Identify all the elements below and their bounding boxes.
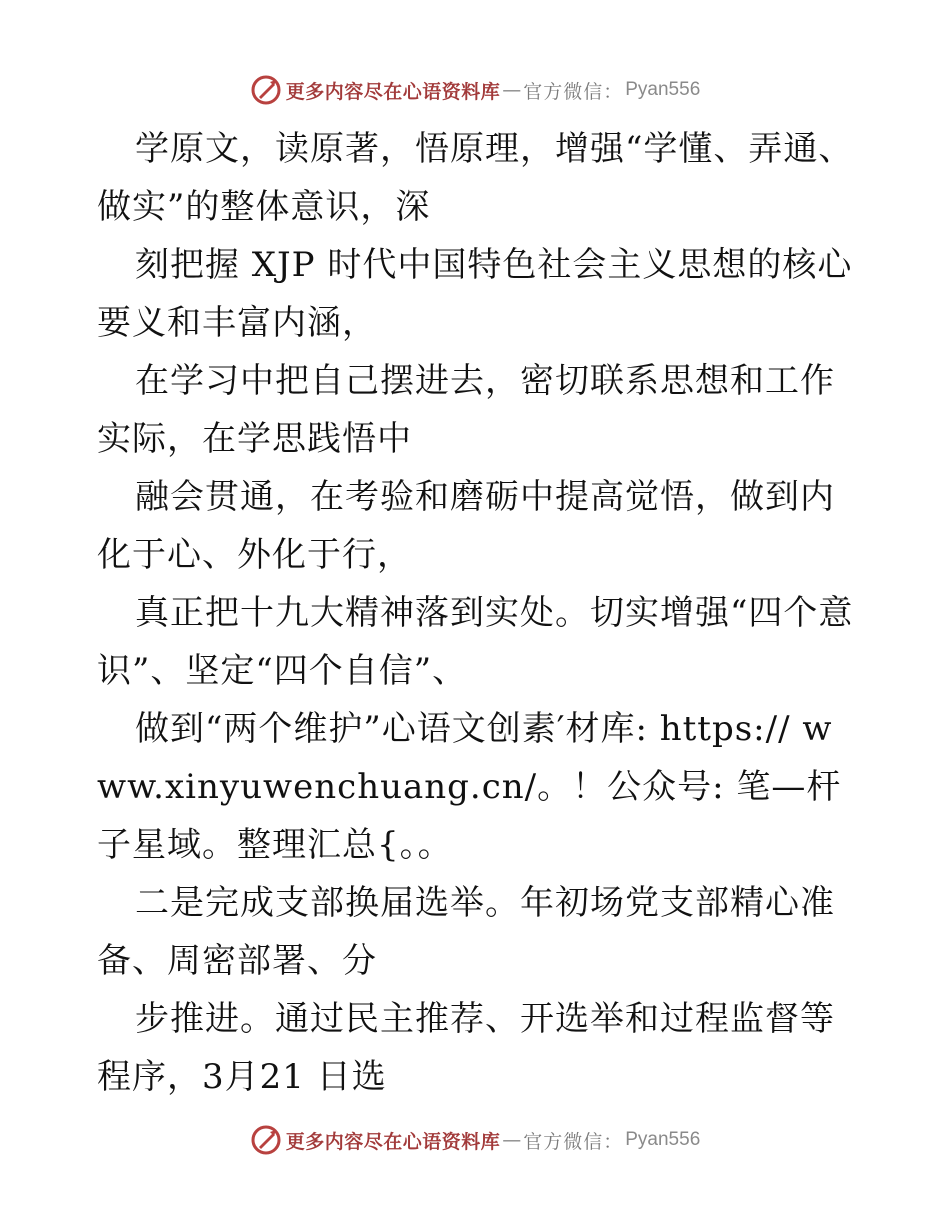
footer-wechat-label: 官方微信： xyxy=(523,1130,624,1153)
footer-watermark xyxy=(0,1120,950,1160)
paragraph-4: 融会贯通，在考验和磨砺中提高觉悟，做到内化于心、外化于行， xyxy=(97,477,835,575)
paragraph-1: 学原文，读原著，悟原理，增强“学懂、弄通、做实”的整体意识，深 xyxy=(97,129,854,227)
document-body xyxy=(97,120,857,1106)
paragraph-7: 二是完成支部换届选举。年初场党支部精心准备、周密部署、分 xyxy=(97,883,835,981)
header-wechat-label: 官方微信： xyxy=(523,80,624,103)
quill-logo-icon xyxy=(250,1124,282,1156)
header-dash: — xyxy=(502,79,522,101)
paragraph-5: 真正把十九大精神落到实处。切实增强“四个意识”、坚定“四个自信”、 xyxy=(97,593,854,691)
quill-logo-icon xyxy=(250,74,282,106)
paragraph-6: 做到“两个维护”心语文创素′材库: https:// www.xinyuwenchuang.cn/。！公众号: 笔—杆子星域。整理汇总{。。 xyxy=(97,709,842,865)
footer-dash: — xyxy=(502,1129,522,1151)
paragraph-2: 刻把握 XJP 时代中国特色社会主义思想的核心要义和丰富内涵， xyxy=(97,245,853,343)
header-wechat-account: Pyan556 xyxy=(625,79,701,100)
paragraph-3: 在学习中把自己摆进去，密切联系思想和工作实际，在学思践悟中 xyxy=(97,361,835,459)
header-watermark xyxy=(0,70,950,110)
paragraph-8: 步推进。通过民主推荐、开选举和过程监督等程序，3月21 日选 xyxy=(97,999,835,1097)
footer-promo-text: 更多内容尽在心语资料库 xyxy=(285,1130,501,1153)
footer-wechat-account: Pyan556 xyxy=(625,1129,701,1150)
header-promo-text: 更多内容尽在心语资料库 xyxy=(285,80,501,103)
